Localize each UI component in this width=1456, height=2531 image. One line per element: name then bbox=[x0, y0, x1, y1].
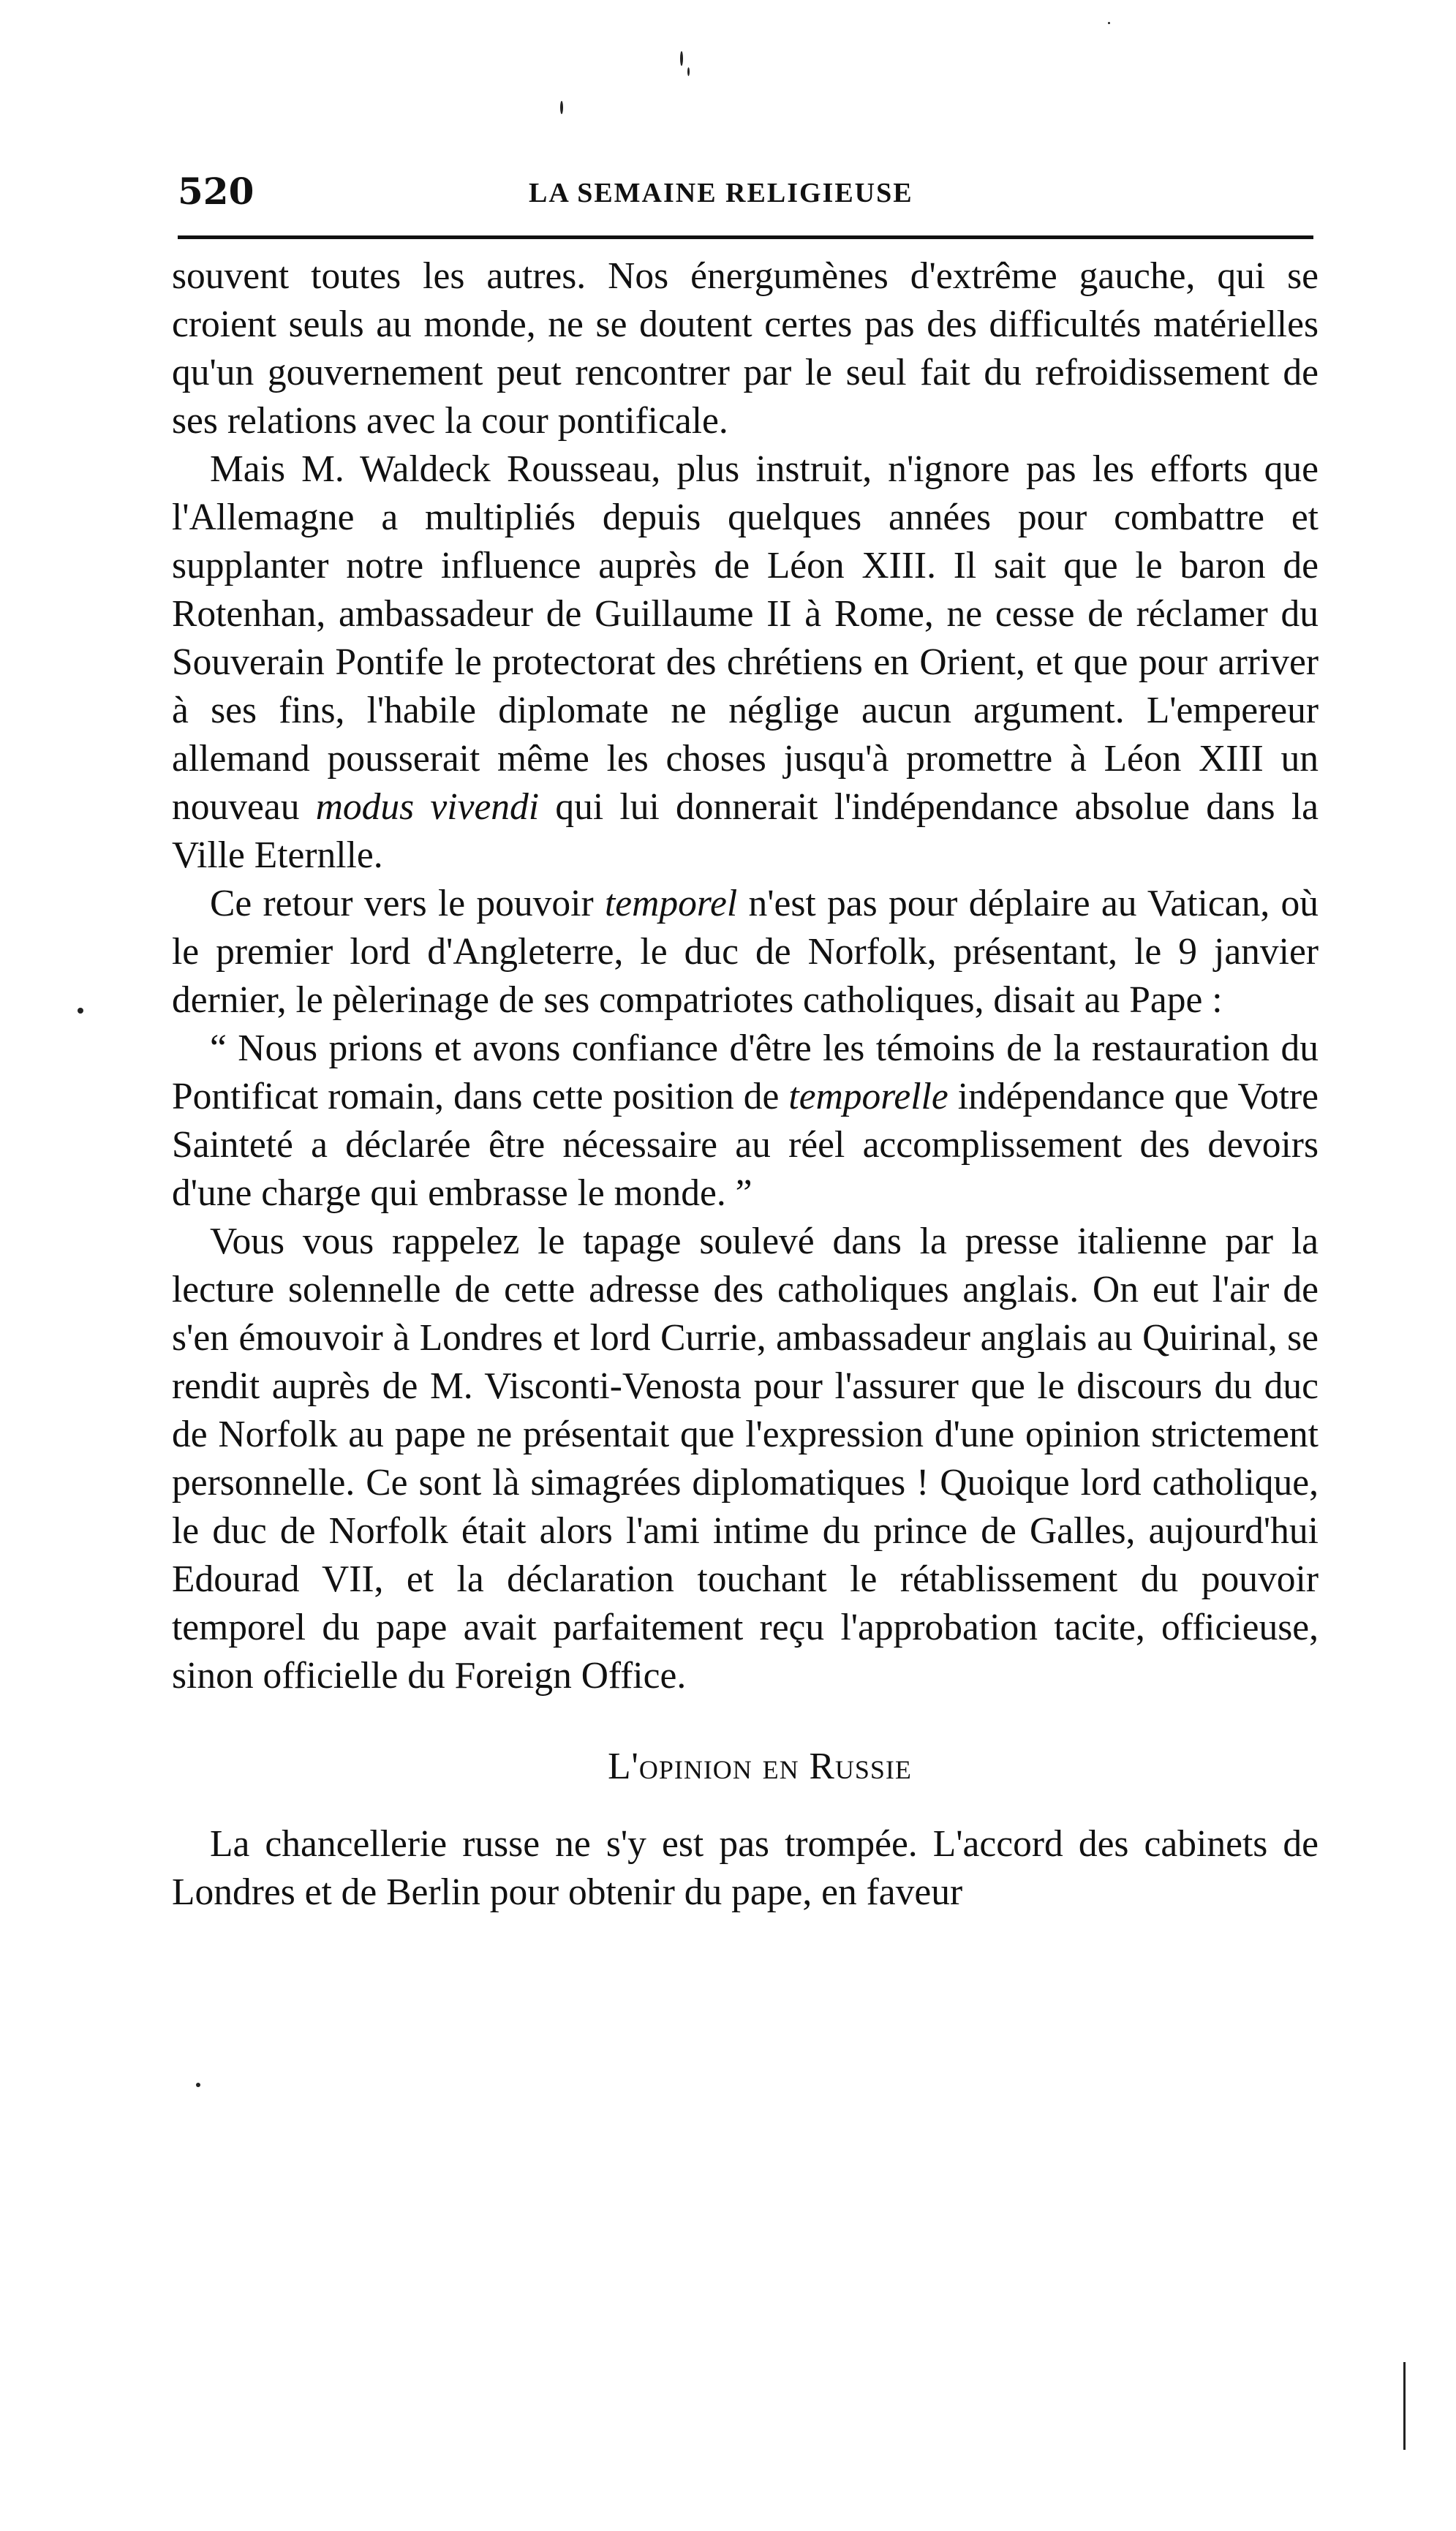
paragraph-text: “ Nous prions et avons confiance d'être les témoins de la restauration du Pontificat romain, dans cette position de bbox=[172, 1027, 1319, 1117]
paragraph: La chancellerie russe ne s'y est pas trompée. L'accord des cabinets de Londres et de Berlin pour obtenir du pape, en faveur bbox=[172, 1823, 1319, 1913]
header-rule bbox=[178, 235, 1313, 239]
paragraph-text: Ce retour vers le pouvoir bbox=[210, 883, 594, 924]
quotation bbox=[172, 1025, 1319, 1218]
paragraph-text: qui lui donnerait l'indépendance absolue dans la Ville Eternlle. bbox=[172, 786, 1319, 876]
italic-word: temporel bbox=[604, 883, 738, 924]
running-title: LA SEMAINE RELIGIEUSE bbox=[529, 178, 913, 208]
paragraph-text: Mais M. Waldeck Rousseau, plus instruit, n'ignore pas les efforts que l'Allemagne a multipliés depuis quelques années pour combattre et supplanter notre influence auprès de Léon XIII. Il sait que le baron de Rotenhan, ambassadeur de Guillaume II à Rome, ne cesse de réclamer du Souverain Pontife le protectorat des chrétiens en Orient, et que pour arriver à ses fins, l'habile diplomate ne néglige aucun argument. L'empereur allemand pousserait même les choses jusqu'à promettre à Léon XIII un nouveau bbox=[172, 448, 1319, 828]
scan-speck bbox=[560, 101, 563, 114]
italic-phrase: modus vivendi bbox=[315, 786, 540, 828]
scan-speck bbox=[196, 2083, 200, 2087]
page-header bbox=[178, 170, 1313, 221]
scan-speck bbox=[78, 1008, 83, 1014]
scan-speck bbox=[680, 51, 683, 66]
paragraph: Vous vous rappelez le tapage soulevé dans la presse italienne par la lecture solennelle de cette adresse des catholiques anglais. On eut l'air de s'en émouvoir à Londres et lord Currie, ambassadeur anglais au Quirinal, se rendit auprès de M. Visconti-Venosta pour l'assurer que le discours du duc de Norfolk au pape ne présentait que l'expression d'une opinion strictement personnelle. Ce sont là simagrées diplomatiques ! Quoique lord catholique, le duc de Norfolk était alors l'ami intime du prince de Galles, aujourd'hui Edourad VII, et la déclaration touchant le rétablissement du pouvoir temporel du pape avait parfaitement reçu l'approbation tacite, officieuse, sinon officielle du Foreign Office. bbox=[172, 1221, 1319, 1697]
paragraph: souvent toutes les autres. Nos énergumènes d'extrême gauche, qui se croient seuls au monde, ne se doutent certes pas des difficultés matérielles qu'un gouvernement peut rencontrer par le seul fait du refroidissement de ses relations avec la cour pontificale. bbox=[172, 255, 1319, 442]
paragraph-text: n'est pas pour déplaire au Vatican, où le premier lord d'Angleterre, le duc de Norfolk, présentant, le 9 janvier dernier, le pèlerinage de ses compatriotes catholiques, disait au Pape : bbox=[172, 883, 1319, 1021]
paragraph bbox=[172, 880, 1319, 1025]
paragraph-text: indépendance que Votre Sainteté a déclarée être nécessaire au réel accomplissement des devoirs d'une charge qui embrasse le monde. ” bbox=[172, 1076, 1319, 1214]
scan-speck bbox=[1403, 2362, 1406, 2450]
section-heading: L'opinion en Russie bbox=[608, 1746, 912, 1787]
article-body bbox=[172, 252, 1319, 1917]
italic-word: temporelle bbox=[788, 1076, 948, 1117]
scan-speck bbox=[687, 67, 690, 76]
page-number: 520 bbox=[178, 170, 254, 213]
scan-speck bbox=[1108, 22, 1110, 24]
paragraph bbox=[172, 445, 1319, 880]
